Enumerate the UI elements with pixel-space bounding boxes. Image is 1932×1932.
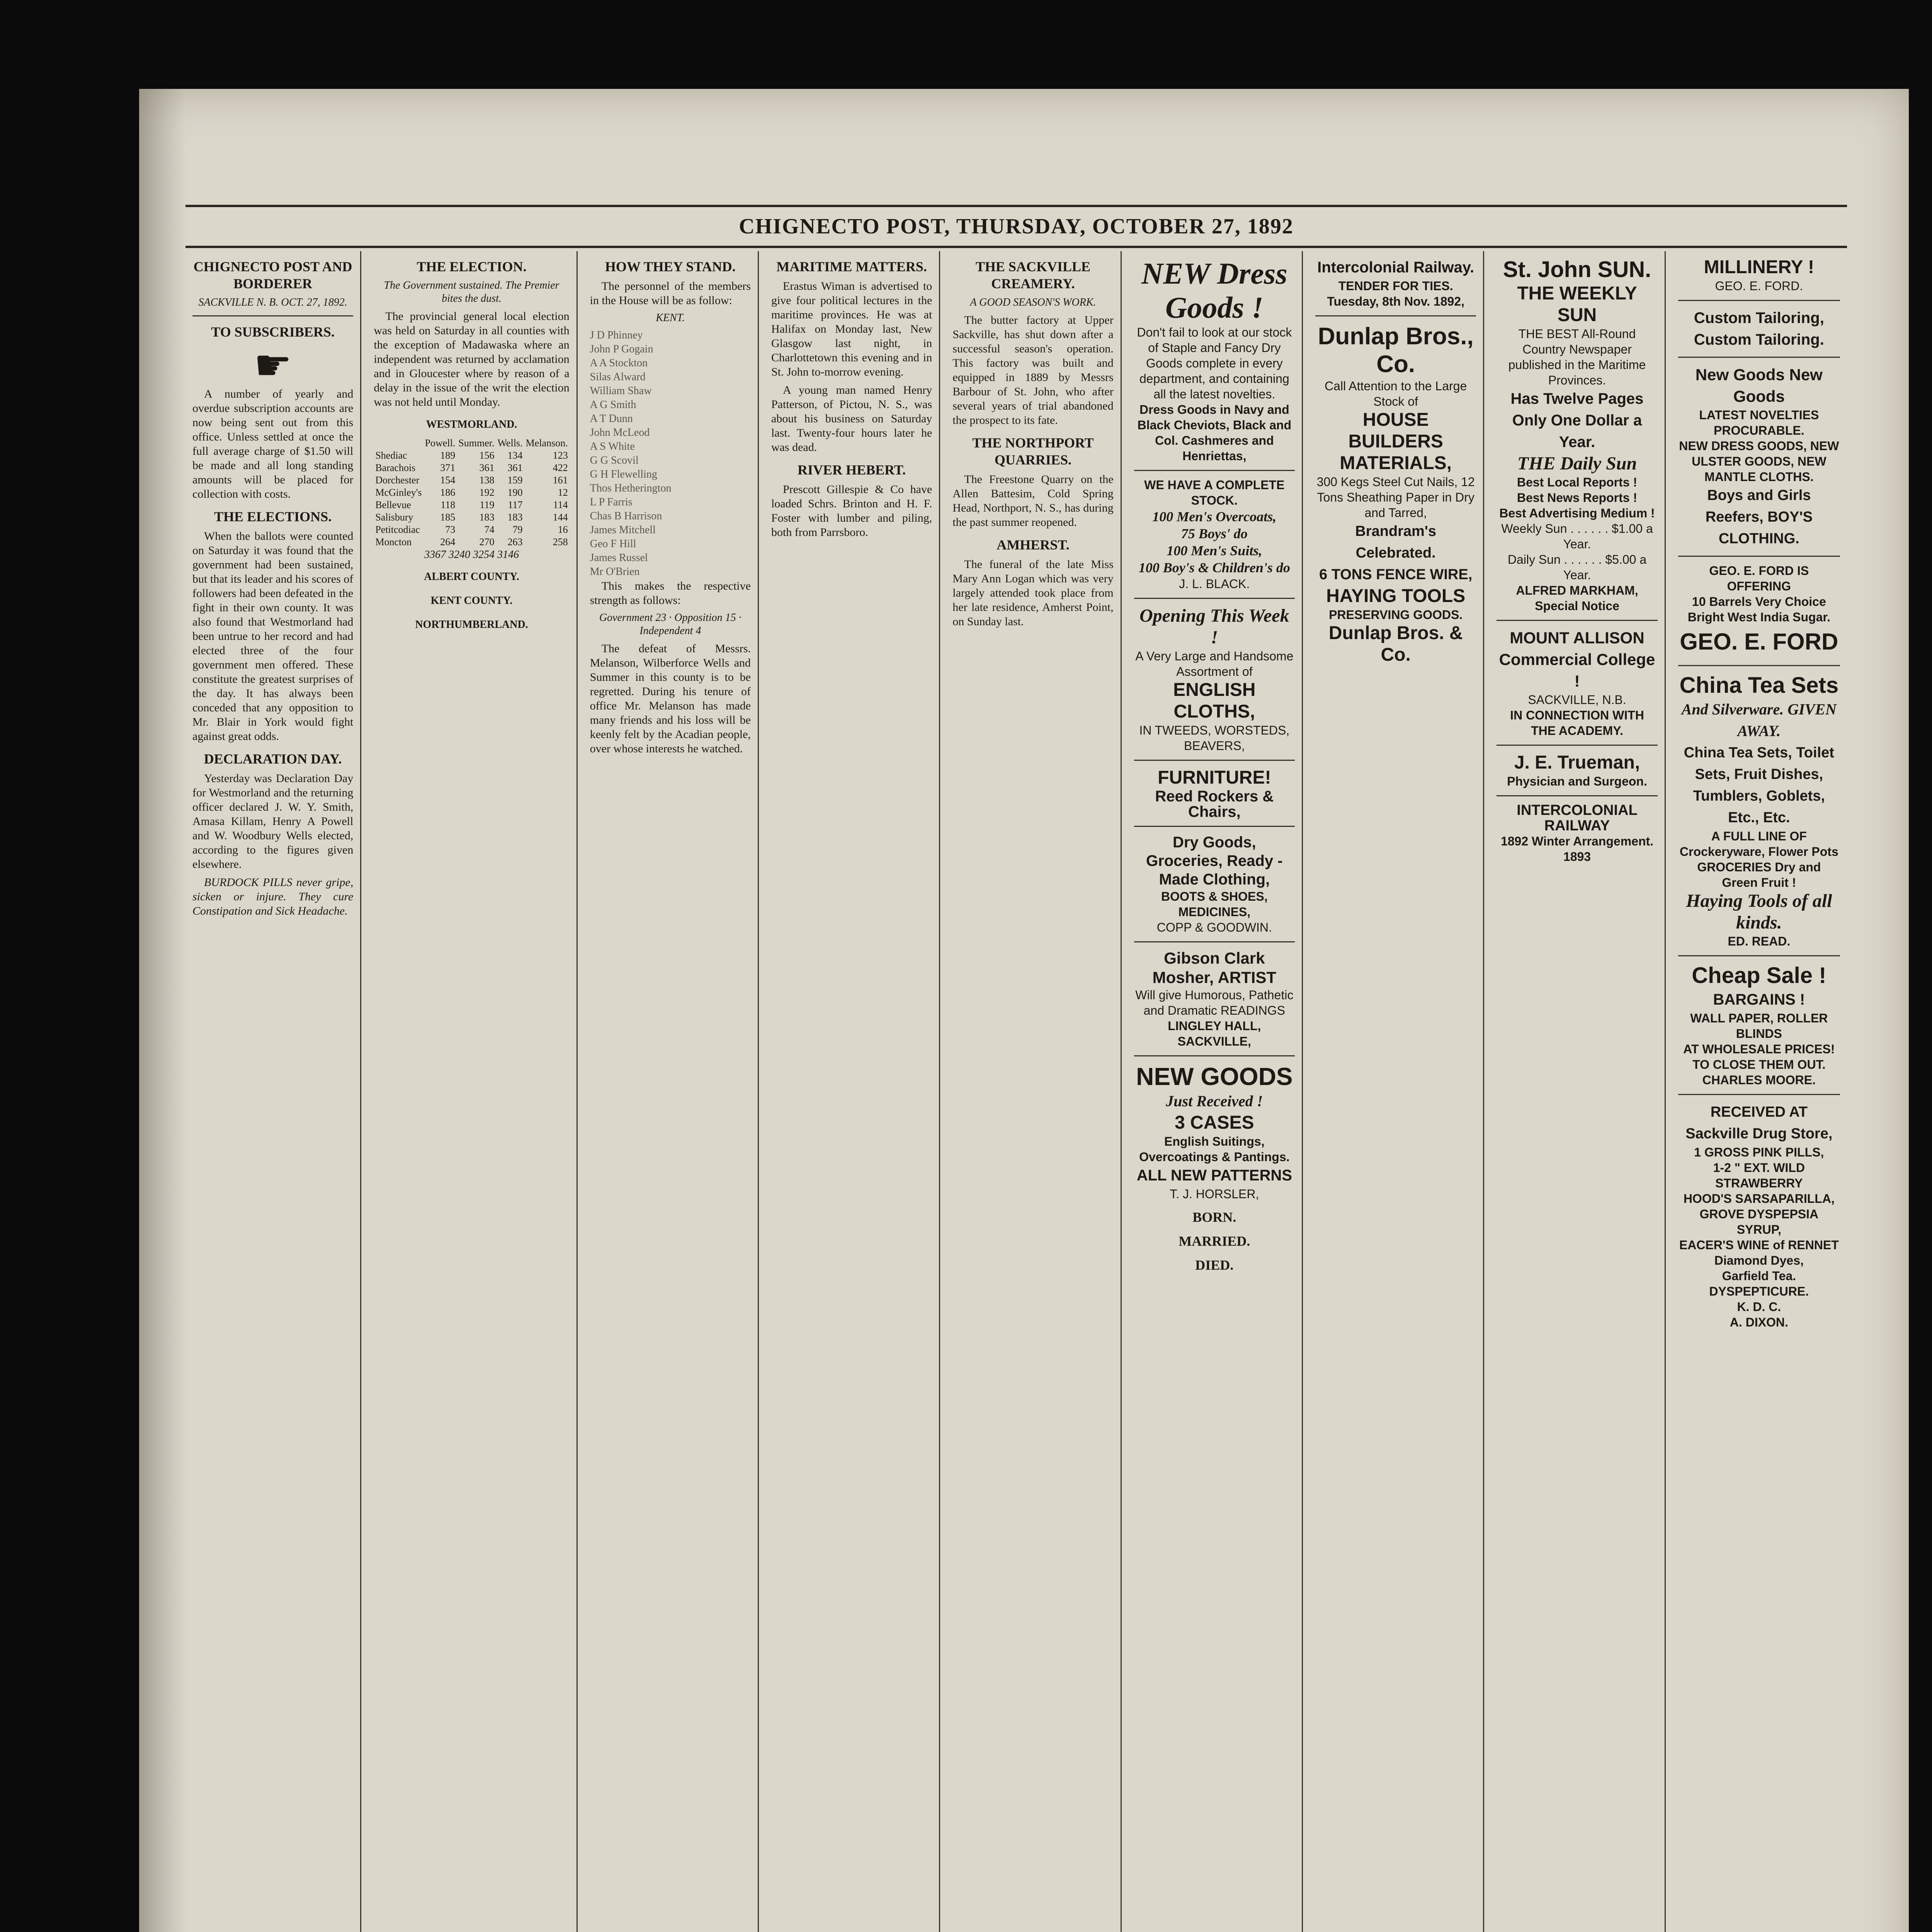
vote-count: 73 [445,524,456,535]
ad-title: China Tea Sets [1679,673,1839,698]
totals-row: 3367 3240 3254 3146 [424,549,519,561]
maritime-text-2: A young man named Henry Patterson, of Pictou, N. S., was about his business on Saturday last. Twenty-four hours later he was dead. [771,384,932,454]
place-name: Bellevue [375,499,411,510]
column-header: Powell. [425,437,456,449]
ad-sub: BOOTS & SHOES, MEDICINES, [1161,889,1268,919]
dunlap-ad [1315,323,1476,666]
column-header: Wells. [497,437,523,449]
list-item: A S White [590,440,635,452]
list-item: Diamond Dyes, [1714,1253,1804,1267]
how-they-stand-heading: HOW THEY STAND. [605,259,736,274]
vote-count: 138 [479,474,495,486]
divider [1497,620,1657,621]
vote-count: 134 [507,450,523,461]
elections-heading: THE ELECTIONS. [214,509,332,524]
list-item: L P Farris [590,496,633,508]
artist-ad [1134,949,1295,1049]
divider [1134,826,1295,827]
column-7 [1308,251,1484,1932]
ad-sub: Dress Goods in Navy and Black Cheviots, Black and Col. Cashmeres and Henriettas, [1137,403,1291,463]
table-row [374,474,569,486]
ad-report: Best News Reports ! [1517,491,1638,505]
english-cloths-ad [1134,605,1295,753]
vote-count: 270 [479,536,495,548]
vote-count: 361 [479,462,495,473]
divider [1315,315,1476,316]
ad-manager: ALFRED MARKHAM, [1516,583,1638,597]
railway-ad [1497,803,1657,864]
vote-count: 183 [479,512,495,523]
westmorland-heading: WESTMORLAND. [426,418,517,430]
divider [1678,955,1840,956]
vote-count: 118 [440,499,456,510]
ad-title: J. E. Trueman, [1514,752,1640,773]
ad-daily: THE Daily Sun [1517,453,1637,474]
list-item: J D Phinney [590,329,643,341]
divider [1678,556,1840,557]
list-item: K. D. C. [1737,1300,1781,1314]
ad-report: Best Advertising Medium ! [1499,506,1655,520]
divider [1678,1094,1840,1095]
list-item: 1-2 " EXT. WILD STRAWBERRY [1713,1161,1805,1190]
maritime-heading: MARITIME MATTERS. [776,259,927,274]
list-item: Silas Alward [590,371,646,383]
ad-text: Don't fail to look at our stock of Staple and Fancy Dry Goods complete in every department, and containing all the latest novelties. [1137,325,1292,401]
page-shadow [139,89,185,1932]
tender-notice [1315,257,1476,309]
column-4 [764,251,940,1932]
masthead: CHIGNECTO POST, THURSDAY, OCTOBER 27, 1892 [185,205,1847,248]
place-name: Dorchester [375,474,420,486]
new-goods-ad [1134,1063,1295,1202]
creamery-text: The butter factory at Upper Sackville, has shut down after a successful season's operation. This factory was built and equipped in 1889 by Messrs Barbour of St. John, who after several years of trial abandoned the prospect to its fate. [952,314,1114,427]
ad-title: Dry Goods, Groceries, Ready - Made Clothing, [1146,834,1283,888]
vote-count: 371 [440,462,456,473]
divider [1134,470,1295,471]
list-item: Geo F Hill [590,538,636,550]
ad-place: LINGLEY HALL, SACKVILLE, [1168,1019,1261,1048]
ad-special: Special Notice [1535,599,1619,613]
list-item: GROVE DYSPEPSIA SYRUP, [1699,1207,1819,1236]
list-item: James Mitchell [590,524,656,536]
ad-title: WE HAVE A COMPLETE STOCK. [1144,478,1285,507]
vote-count: 189 [440,450,456,461]
vote-count: 123 [553,450,568,461]
ad-bargains: BARGAINS ! [1713,991,1805,1008]
vote-count: 183 [507,512,523,523]
place-name: McGinley's [375,487,422,498]
ad-sub: Physician and Surgeon. [1507,774,1647,788]
list-item: John McLeod [590,427,650,439]
new-goods-ad-2 [1678,364,1840,549]
river-hebert-heading: RIVER HEBERT. [798,462,906,478]
creamery-heading: THE SACKVILLE CREAMERY. [975,259,1090,291]
ad-sub: Will give Humorous, Pathetic and Dramatic READINGS [1135,988,1294,1017]
amherst-text: The funeral of the late Miss Mary Ann Logan which was very largely attended took place from her late residence, Amherst Point, on Sunday last. [952,558,1114,628]
river-hebert-text: Prescott Gillespie & Co have loaded Schrs. Brinton and H. F. Foster with lumber and piling, both from Parrsboro. [771,483,932,539]
election-subheading: The Government sustained. The Premier bites the dust. [384,279,560,304]
list-item: A. DIXON. [1730,1315,1788,1329]
table-row [374,486,569,499]
divider [1497,795,1657,796]
vote-count: 361 [507,462,523,473]
column-header: Melanson. [526,437,568,449]
ad-weekly: THE WEEKLY SUN [1517,283,1637,325]
ad-signature: CHARLES MOORE. [1702,1073,1816,1087]
list-item: Chas B Harrison [590,510,662,522]
maritime-text-1: Erastus Wiman is advertised to give four political lectures in the maritime provinces. He was at Halifax on Monday last, New Glasgow last night, in Charlottetown this evening and in St. John to-morrow evening. [771,280,932,378]
list-item: Garfield Tea. [1722,1269,1796,1283]
table-row [374,449,569,462]
ad-big: GEO. E. FORD [1680,629,1838,655]
trueman-ad [1497,752,1657,789]
divider [1678,300,1840,301]
ad-patterns: ALL NEW PATTERNS [1136,1167,1292,1184]
ad-sub: IN CONNECTION WITH THE ACADEMY. [1510,708,1644,738]
ad-sub: THE BEST All-Round Country Newspaper published in the Maritime Provinces. [1508,327,1646,387]
westmorland-table [374,437,569,548]
ad-title: NEW GOODS [1136,1063,1293,1090]
vote-count: 144 [553,512,568,523]
ad-line: 75 Boys' do [1181,526,1248,541]
member-list [590,328,751,579]
paper-title: CHIGNECTO POST AND BORDERER [193,259,352,291]
ad-preserving: PRESERVING GOODS. [1329,608,1463,622]
table-row [374,462,569,474]
ad-place: SACKVILLE, N.B. [1528,693,1626,707]
vote-count: 74 [484,524,495,535]
vote-count: 192 [479,487,495,498]
column-2 [367,251,577,1932]
ad-novelties: LATEST NOVELTIES PROCURABLE. [1699,408,1819,437]
ad-signature: COPP & GOODWIN. [1156,920,1272,934]
married-heading: MARRIED. [1179,1233,1250,1249]
cheap-sale-ad [1678,963,1840,1088]
how-they-stand-intro: The personnel of the members in the House will be as follow: [590,280,751,307]
defeat-text: The defeat of Messrs. Melanson, Wilberforce Wells and Summer in this county is to be regretted. During his tenure of office Mr. Melanson has made many friends and his loss will be keenly felt by the Acadian people, over whose interests he watched. [590,642,751,755]
ad-title: GEO. E. FORD IS OFFERING [1709,564,1809,593]
column-6 [1127,251,1303,1932]
ad-title: Opening This Week ! [1139,605,1289,648]
divider [1678,665,1840,666]
list-item: HOOD'S SARSAPARILLA, [1683,1192,1835,1206]
declaration-text: Yesterday was Declaration Day for Westmorland and the returning officer declared J. W. Y. Smith, Amasa Killam, Henry A Powell and W. Woodbury Wells elected, according to the figures given elsewhere. [192,772,354,871]
place-name: Shediac [375,450,407,461]
column-8 [1490,251,1665,1932]
election-heading: THE ELECTION. [417,259,527,274]
quarries-text: The Freestone Quarry on the Allen Battesim, Cold Spring Head, Northport, N. S., has during the past summer reopened. [952,473,1114,529]
table-row [374,511,569,524]
ad-sugar: 10 Barrels Very Choice Bright West India Sugar. [1687,595,1830,624]
column-3 [583,251,759,1932]
declaration-heading: DECLARATION DAY. [204,751,342,767]
st-john-sun-ad [1497,257,1657,614]
place-name: Barachois [375,462,416,473]
vote-count: 185 [440,512,456,523]
pointing-hand-icon: ☛ [253,342,292,389]
ad-signature: ED. READ. [1728,934,1791,948]
creamery-subheading: A GOOD SEASON'S WORK. [970,296,1096,308]
ad-line: 100 Men's Overcoats, [1152,509,1277,524]
ad-title: Gibson Clark Mosher, ARTIST [1152,949,1277,986]
furniture-ad [1134,767,1295,820]
list-item: EACER'S WINE of RENNET [1679,1238,1839,1252]
column-1 [185,251,361,1932]
ad-rate: Daily Sun . . . . . . $5.00 a Year. [1507,553,1647,582]
ad-title: MOUNT ALLISON Commercial College ! [1499,629,1655,690]
ad-pages: Has Twelve Pages [1510,390,1644,407]
county-label: KENT. [656,312,685,324]
divider [192,315,353,316]
place-name: Moncton [375,536,412,548]
ad-haying: Haying Tools of all kinds. [1686,891,1832,933]
ad-sub: TENDER FOR TIES. [1338,279,1453,293]
ad-fence: 6 TONS FENCE WIRE, [1319,566,1473,583]
ad-sub: 1892 Winter Arrangement. 1893 [1500,834,1654,864]
vote-count: 161 [553,474,568,486]
election-intro: The provincial general local election was held on Saturday in all counties with the exception of Madawaska where an independent was returned by acclamation and in Gloucester where by reason of a delay in the issue of the writ the election was not held until Monday. [374,310,570,408]
ad-title: Intercolonial Railway. [1317,259,1475,276]
died-heading: DIED. [1195,1257,1234,1273]
vote-count: 156 [479,450,495,461]
list-item: A T Dunn [590,413,633,425]
ad-title: MILLINERY ! [1704,257,1814,277]
list-item: G H Flewelling [590,468,657,480]
vote-count: 186 [440,487,456,498]
list-item: DYSPEPTICURE. [1709,1284,1809,1298]
vote-count: 12 [558,487,568,498]
albert-heading: ALBERT COUNTY. [424,571,519,583]
list-item: John P Gogain [590,343,653,355]
ad-sub: A Very Large and Handsome Assortment of [1135,649,1294,679]
list-item: A G Smith [590,399,636,411]
drug-store-ad [1678,1101,1840,1330]
ad-big: HOUSE BUILDERS MATERIALS, [1340,410,1452,473]
ad-text: 300 Kegs Steel Cut Nails, 12 Tons Sheathing Paper in Dry and Tarred, [1316,475,1475,520]
table-row [374,524,569,536]
list-item: A A Stockton [590,357,648,369]
column-9 [1671,251,1847,1932]
quarries-heading: THE NORTHPORT QUARRIES. [972,435,1094,468]
dateline: SACKVILLE N. B. OCT. 27, 1892. [198,296,347,308]
column-header: Summer. [458,437,495,449]
list-item: 1 GROSS PINK PILLS, [1694,1145,1824,1159]
vote-count: 79 [512,524,523,535]
vote-count: 422 [553,462,568,473]
ad-title: Cheap Sale ! [1692,963,1827,988]
ad-haying: HAYING TOOLS [1326,586,1466,606]
ad-big: 3 CASES [1175,1112,1254,1133]
vote-count: 263 [507,536,523,548]
ad-title: INTERCOLONIAL RAILWAY [1517,802,1638,834]
ad-sub: Reed Rockers & Chairs, [1155,788,1274,820]
table-row [374,499,569,511]
ad-crockery: A FULL LINE OF Crockeryware, Flower Pots [1679,829,1838,859]
divider [1497,745,1657,746]
ad-rate: Weekly Sun . . . . . . $1.00 a Year. [1501,522,1653,551]
list-item: G G Scovil [590,454,639,466]
divider [1134,1055,1295,1056]
vote-count: 159 [507,474,523,486]
dry-goods-ad [1134,833,1295,935]
vote-count: 154 [440,474,456,486]
vote-count: 190 [507,487,523,498]
list-item: Mr O'Brien [590,566,640,578]
list-item: William Shaw [590,385,652,397]
ad-sets: China Tea Sets, Toilet Sets, Fruit Dishes, Tumblers, Goblets, Etc., Etc. [1684,745,1834,826]
ad-brandram: Brandram's Celebrated. [1355,523,1436,561]
vote-count: 264 [440,536,456,548]
ad-signature: GEO. E. FORD. [1715,279,1803,293]
elections-text: When the ballots were counted on Saturday it was found that the government had been sustained, but that its leader and his scores of followers had been defeated in the fight in their own county. It was also found that Westmorland had been untrue to her record and had elected three of the four government men offered. These constitute the greatest surprises of the day. It has always been conceded that any opposition to Mr. Blair in York would fight against great odds. [192,530,354,743]
column-5 [946,251,1121,1932]
list-item: Thos Hetherington [590,482,672,494]
ad-title: FURNITURE! [1158,767,1271,788]
college-ad [1497,627,1657,738]
place-name: Salisbury [375,512,413,523]
millinery-ad [1678,257,1840,294]
columns [185,251,1847,1932]
ad-title: Dunlap Bros., Co. [1318,323,1474,378]
ad-date: Tuesday, 8th Nov. 1892, [1327,294,1464,308]
burdock-ad: BURDOCK PILLS never gripe, sicken or injure. They cure Constipation and Sick Headache. [192,876,354,917]
table-header-row [374,437,569,449]
ad-line: 100 Boy's & Children's do [1138,560,1290,575]
vote-count: 258 [553,536,568,548]
vote-count: 117 [508,499,523,510]
northumberland-heading: NORTHUMBERLAND. [415,619,528,631]
subscribers-heading: TO SUBSCRIBERS. [211,324,335,340]
ad-price: Only One Dollar a Year. [1512,412,1642,451]
party-summary: Government 23 · Opposition 15 · Independent 4 [599,612,742,637]
summary-heading: This makes the respective strength as follows: [590,580,751,607]
ad-line: 100 Men's Suits, [1167,543,1262,558]
ad-signature: T. J. HORSLER, [1170,1187,1259,1201]
amherst-heading: AMHERST. [997,537,1070,553]
ad-dress: NEW DRESS GOODS, NEW ULSTER GOODS, NEW MANTLE CLOTHS. [1679,439,1839,484]
vote-count: 119 [480,499,495,510]
ad-small: IN TWEEDS, WORSTEDS, BEAVERS, [1139,723,1290,753]
clothing-ad [1134,477,1295,592]
ad-groceries: GROCERIES Dry and Green Fruit ! [1697,860,1821,889]
ad-title: RECEIVED AT Sackville Drug Store, [1685,1104,1833,1142]
ad-big: ENGLISH CLOTHS, [1173,680,1256,722]
divider [1678,357,1840,358]
divider [1134,760,1295,761]
ad-title: NEW Dress Goods ! [1141,257,1287,324]
born-heading: BORN. [1192,1209,1236,1225]
ad-signature: J. L. BLACK. [1179,577,1250,591]
ad-report: Best Local Reports ! [1517,475,1638,489]
sugar-ad [1678,563,1840,659]
ad-boys: Boys and Girls Reefers, BOY'S CLOTHING. [1705,487,1813,547]
ad-title: St. John SUN. [1503,257,1651,282]
vote-count: 16 [558,524,568,535]
table-row [374,536,569,548]
divider [1134,598,1295,599]
ad-title: Custom Tailoring, Custom Tailoring. [1694,310,1824,348]
vote-count: 114 [553,499,568,510]
ad-silverware: And Silverware. GIVEN AWAY. [1681,701,1837,740]
ad-text: English Suitings, Overcoatings & Pantings. [1139,1134,1290,1164]
ad-signature: Dunlap Bros. & Co. [1328,623,1463,665]
divider [1134,941,1295,942]
ad-sub: Call Attention to the Large Stock of [1325,379,1467,408]
kent-heading: KENT COUNTY. [430,595,513,607]
ad-sub: Just Received ! [1166,1092,1263,1110]
place-name: Petitcodiac [375,524,420,535]
dress-goods-ad [1134,257,1295,464]
china-ad [1678,672,1840,949]
subscribers-text: A number of yearly and overdue subscription accounts are now being sent out from this office. Unless settled at once the full average charge of $1.50 will be made and all long standing amounts will be placed for collection with costs. [192,388,354,500]
newspaper-page [139,89,1909,1932]
ad-wallpaper: WALL PAPER, ROLLER BLINDS [1690,1011,1828,1041]
list-item: James Russel [590,552,648,564]
tailoring-ad [1678,307,1840,350]
ad-wholesale: AT WHOLESALE PRICES! TO CLOSE THEM OUT. [1683,1042,1835,1071]
ad-title: New Goods New Goods [1695,366,1823,405]
